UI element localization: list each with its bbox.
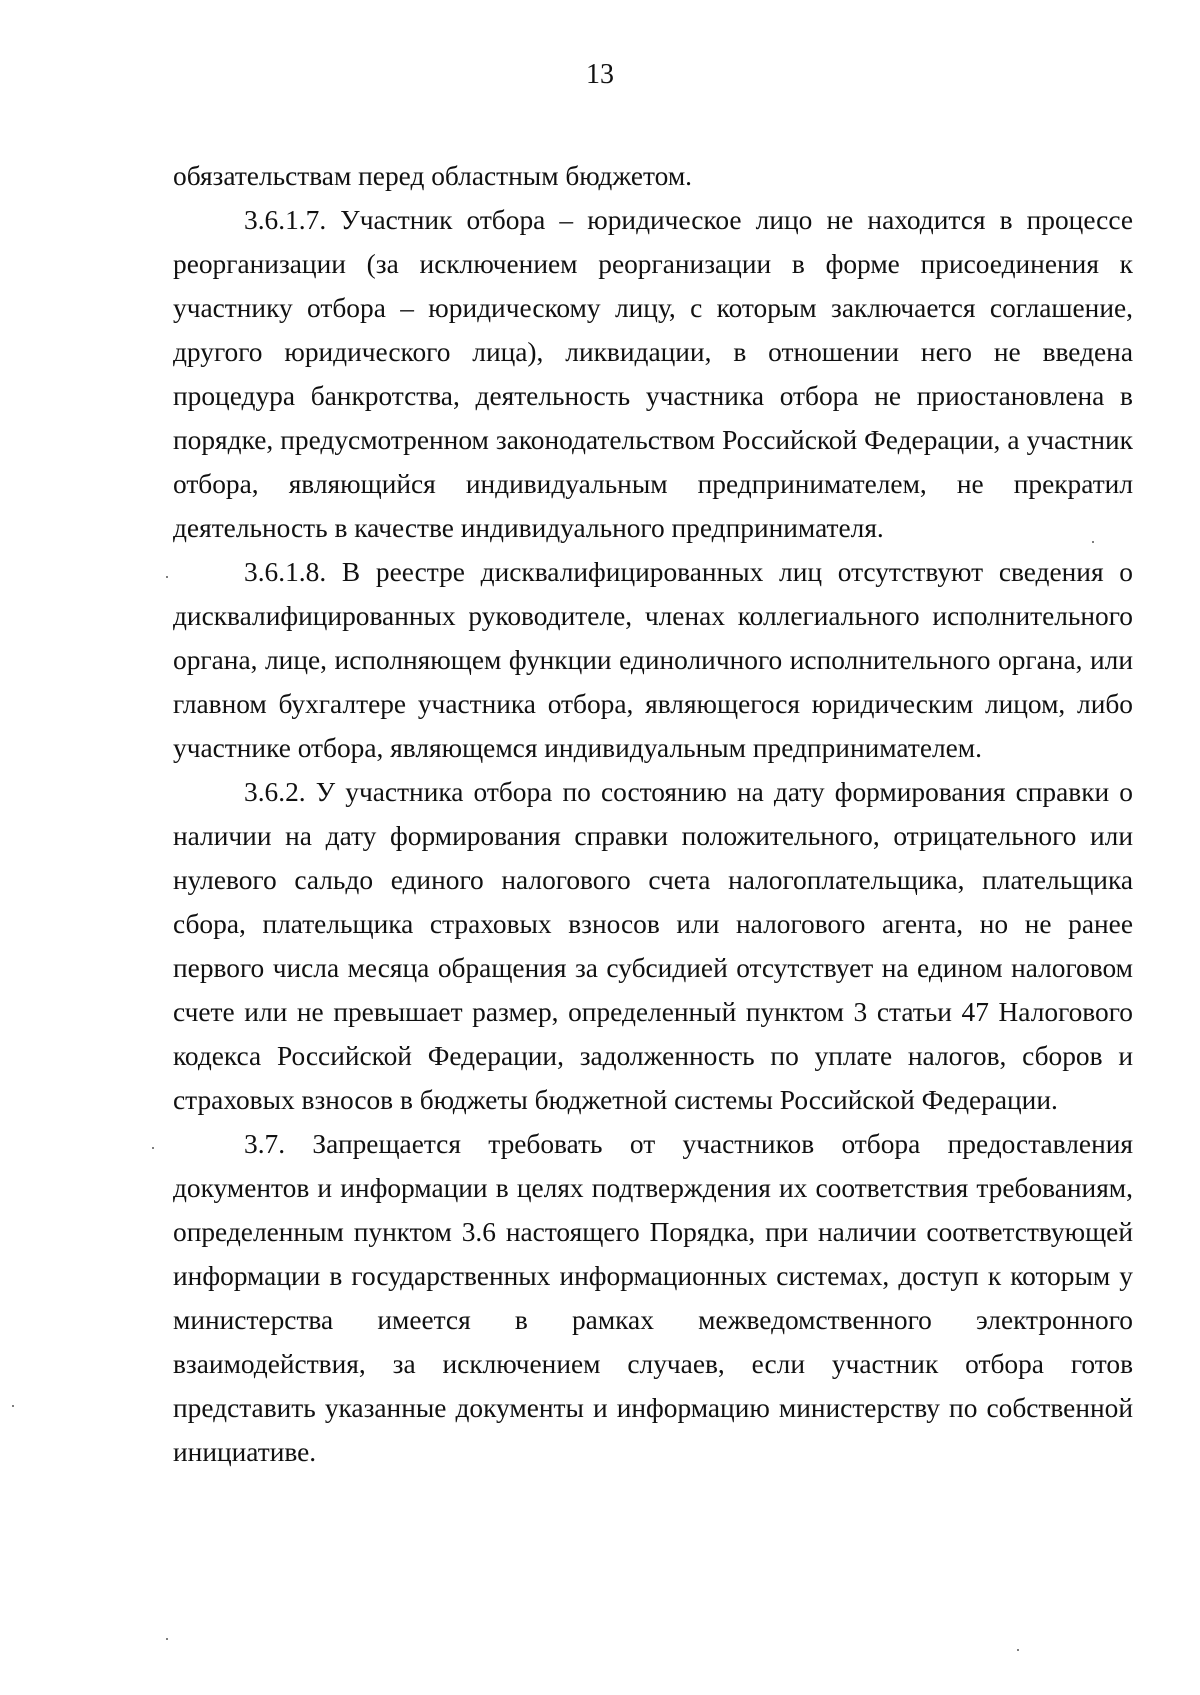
scan-speck <box>152 1147 154 1149</box>
paragraph-continuation: обязательствам перед областным бюджетом. <box>173 161 693 191</box>
scan-speck <box>1092 541 1094 543</box>
paragraph-3-6-1-8: 3.6.1.8. В реестре дисквалифицированных лиц отсутствуют сведения о дисквалифицированных руководителе, членах коллегиального исполнительного органа, лице, исполняющем функции единоличного исполнительного органа, или главном бухгалтере участника отбора, являющегося юридическим лицом, либо участнике отбора, являющемся индивидуальным предпринимателем. <box>173 557 1133 763</box>
page-number: 13 <box>586 59 614 90</box>
scan-speck <box>166 1638 168 1640</box>
paragraph-3-6-1-7: 3.6.1.7. Участник отбора – юридическое лицо не находится в процессе реорганизации (за исключением реорганизации в форме присоединения к участнику отбора – юридическому лицу, с которым заключается соглашение, другого юридического лица), ликвидации, в отношении него не введена процедура банкротства, деятельность участника отбора не приостановлена в порядке, предусмотренном законодательством Российской Федерации, а участник отбора, являющийся индивидуальным предпринимателем, не прекратил деятельность в качестве индивидуального предпринимателя. <box>173 205 1133 543</box>
paragraph-3-7: 3.7. Запрещается требовать от участников отбора предоставления документов и информации в целях подтверждения их соответствия требованиям, определенным пунктом 3.6 настоящего Порядка, при наличии соответствующей информации в государственных информационных системах, доступ к которым у министерства имеется в рамках межведомственного электронного взаимодействия, за исключением случаев, если участник отбора готов представить указанные документы и информацию министерству по собственной инициативе. <box>173 1129 1133 1467</box>
scan-speck <box>1017 1649 1019 1651</box>
paragraph-3-6-2: 3.6.2. У участника отбора по состоянию на дату формирования справки о наличии на дату формирования справки положительного, отрицательного или нулевого сальдо единого налогового счета налогоплательщика, плательщика сбора, плательщика страховых взносов или налогового агента, но не ранее первого числа месяца обращения за субсидией отсутствует на едином налоговом счете или не превышает размер, определенный пунктом 3 статьи 47 Налогового кодекса Российской Федерации, задолженность по уплате налогов, сборов и страховых взносов в бюджеты бюджетной системы Российской Федерации. <box>173 777 1133 1115</box>
document-body <box>173 154 1133 1474</box>
scan-speck <box>12 1405 14 1407</box>
scan-speck <box>166 576 168 578</box>
